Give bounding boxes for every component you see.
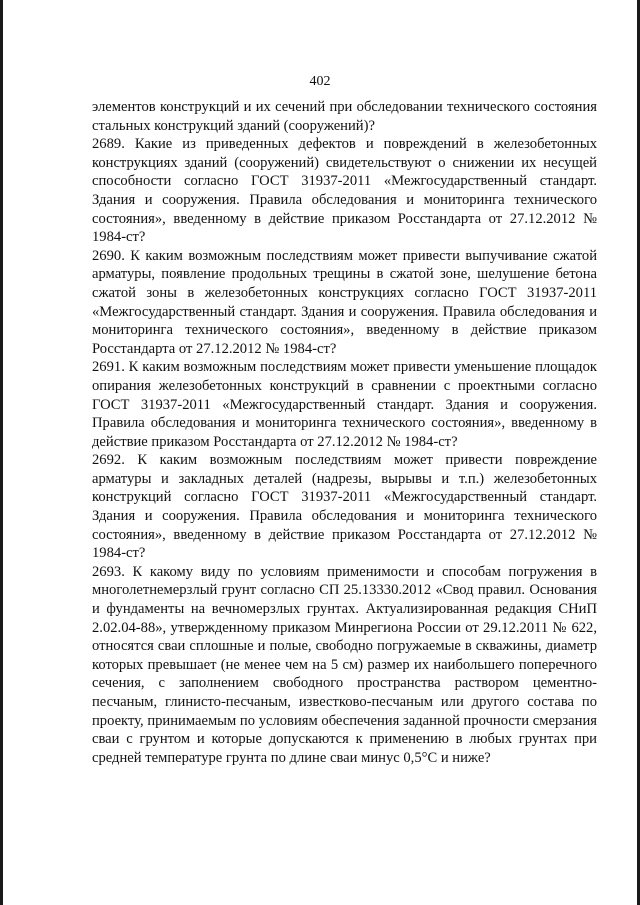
document-body [92,98,597,767]
question-2693: 2693. К какому виду по условиям применимости и способам погружения в многолетнемерзлый грунт согласно СП 25.13330.2012 «Свод правил. Основания и фундаменты на вечномерзлых грунтах. Актуализированная редакция СНиП 2.02.04-88», утвержденному приказом Минрегиона России от 29.12.2011 № 622, относятся сваи сплошные и полые, свободно погружаемые в скважины, диаметр которых превышает (не менее чем на 5 см) размер их наибольшего поперечного сечения, с заполнением свободного пространства раствором цементно-песчаным, глинисто-песчаным, известково-песчаным или другого состава по проекту, принимаемым по условиям обеспечения заданной прочности смерзания сваи с грунтом и которые допускаются к применению в любых грунтах при средней температуре грунта по длине сваи минус 0,5°С и ниже? [92,563,597,766]
question-2692: 2692. К каким возможным последствиям может привести повреждение арматуры и закладных деталей (надрезы, вырывы и т.п.) железобетонных конструкций согласно ГОСТ 31937-2011 «Межгосударственный стандарт. Здания и сооружения. Правила обследования и мониторинга технического состояния», введенному в действие приказом Росстандарта от 27.12.2012 № 1984-ст? [92,452,597,562]
paragraph-continuation: элементов конструкций и их сечений при обследовании технического состояния стальных конструкций зданий (сооружений)? [92,99,597,134]
scan-edge-left [0,0,3,905]
question-2691: 2691. К каким возможным последствиям может привести уменьшение площадок опирания железобетонных конструкций в сравнении с проектными согласно ГОСТ 31937-2011 «Межгосударственный стандарт. Здания и сооружения. Правила обследования и мониторинга технического состояния», введенному в действие приказом Росстандарта от 27.12.2012 № 1984-ст? [92,359,597,450]
page-number: 402 [309,74,331,89]
question-2690: 2690. К каким возможным последствиям может привести выпучивание сжатой арматуры, появление продольных трещины в сжатой зоне, шелушение бетона сжатой зоны в железобетонных конструкциях согласно ГОСТ 31937-2011 «Межгосударственный стандарт. Здания и сооружения. Правила обследования и мониторинга технического состояния», введенному в действие приказом Росстандарта от 27.12.2012 № 1984-ст? [92,247,597,357]
question-2689: 2689. Какие из приведенных дефектов и повреждений в железобетонных конструкциях зданий (сооружений) свидетельствуют о снижении их несущей способности согласно ГОСТ 31937-2011 «Межгосударственный стандарт. Здания и сооружения. Правила обследования и мониторинга технического состояния», введенному в действие приказом Росстандарта от 27.12.2012 № 1984-ст? [92,136,597,246]
